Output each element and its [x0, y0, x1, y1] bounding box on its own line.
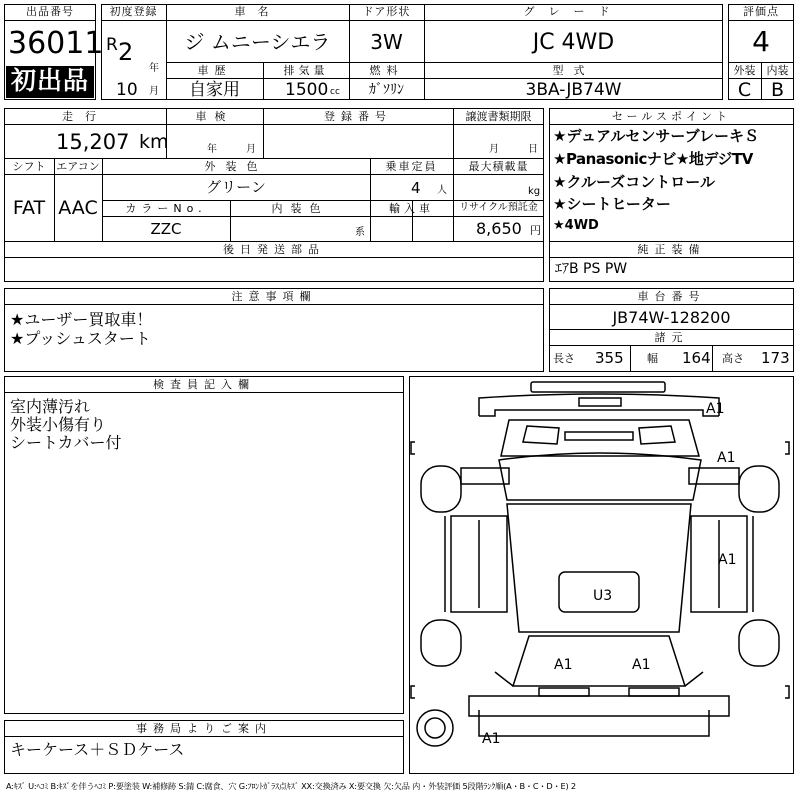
sales-point-item: ★デュアルセンサーブレーキＳ [553, 127, 760, 145]
history-label: 車歴 [197, 64, 232, 77]
mileage-unit: km [139, 131, 169, 153]
color-value: グリーン [206, 178, 266, 196]
width-label: 幅 [647, 352, 658, 365]
ac-label: エアコン [56, 160, 100, 173]
displacement-label: 排気量 [283, 64, 329, 77]
fuel-label: 燃料 [369, 64, 404, 77]
damage-mark: U3 [593, 588, 613, 604]
displacement-value: 1500 [285, 80, 329, 100]
first-listing-text: 初出品 [10, 66, 89, 95]
ac-value: AAC [58, 197, 98, 219]
model-label: 型式 [552, 64, 595, 77]
legend-text: A:ｷｽﾞ U:ﾍｺﾐ B:ｷｽﾞを伴うﾍｺﾐ P:要塗装 W:補修跡 S:錆 C:腐食、穴 G:ﾌﾛﾝﾄｶﾞﾗｽ点ｷｽﾞ XX:交換済み X:要交換 欠:欠品 内・外装評価 5段階ﾗﾝｸ順(A・B・C・D・E) 2 [6, 781, 576, 791]
sales-point-item: ★4WD [553, 218, 599, 233]
damage-mark: A1 [554, 657, 573, 673]
inspector-line: 室内薄汚れ [10, 397, 91, 416]
sales-points-label: セールスポイント [611, 110, 731, 123]
mileage-label: 走行 [62, 110, 108, 123]
ext-label: 外装 [733, 64, 756, 77]
score-value: 4 [752, 25, 770, 58]
chassis-label: 車台番号 [637, 290, 706, 303]
sales-point-item: ★シートヒーター [553, 195, 671, 213]
inspector-line: 外装小傷有り [10, 415, 107, 434]
damage-mark: A1 [717, 450, 736, 466]
reg-label: 初度登録 [109, 5, 158, 18]
height-value: 173 [761, 349, 790, 367]
color-no-label: カラーNo. [125, 202, 207, 215]
recycle-label: リサイクル預託金 [459, 202, 538, 213]
sales-point-item: ★クルーズコントロール [553, 173, 715, 191]
sales-point-item: ★Panasonicナビ★地デジTV [553, 150, 753, 168]
grade-value: JC 4WD [532, 30, 615, 55]
chassis-value: JB74W-128200 [612, 308, 731, 327]
length-value: 355 [595, 349, 624, 367]
inspection-year-unit: 年 [207, 144, 217, 155]
color-label: 外装色 [204, 160, 268, 173]
year-unit: 年 [149, 63, 159, 74]
name-label: 車名 [234, 5, 281, 18]
height-label: 高さ [722, 352, 744, 365]
transfer-label: 譲渡書類期限 [465, 110, 532, 123]
office-text: キーケース＋ＳＤケース [10, 740, 185, 759]
score-label: 評価点 [743, 5, 779, 18]
capacity-label: 乗車定員 [385, 160, 438, 173]
shift-label: シフト [12, 160, 46, 173]
model-code: 3BA-JB74W [525, 80, 622, 100]
length-label: 長さ [553, 352, 575, 365]
grade-label: グレード [523, 5, 624, 18]
transfer-day-unit: 日 [528, 144, 538, 155]
damage-mark: A1 [718, 552, 737, 568]
equipment-value: ｴｱB PS PW [555, 261, 628, 277]
reg-no-label: 登録番号 [324, 110, 392, 123]
equipment-label: 純正装備 [637, 243, 706, 256]
lot-label: 出品番号 [26, 5, 74, 18]
mileage-value: 15,207 [56, 130, 130, 154]
car-name: ジ ムニーシエラ [184, 30, 331, 54]
recycle-value: 8,650 [476, 219, 522, 238]
import-label: 輸入車 [389, 202, 434, 215]
door-value: 3W [370, 30, 403, 54]
max-load-label: 最大積載量 [468, 160, 529, 173]
damage-mark: A1 [632, 657, 651, 673]
note-item: ★プッシュスタート [10, 329, 151, 348]
reg-month: 10 [116, 80, 138, 100]
era: R [106, 35, 118, 55]
inspection-label: 車検 [195, 110, 234, 123]
damage-mark: A1 [706, 401, 725, 417]
inspector-label: 検査員記入欄 [153, 378, 255, 391]
damage-mark: A1 [482, 731, 501, 747]
month-unit: 月 [149, 86, 159, 97]
int-grade: B [770, 79, 785, 101]
interior-color-suffix: 系 [355, 227, 365, 238]
interior-color-label: 内装色 [271, 202, 329, 215]
history-value: 自家用 [189, 80, 240, 100]
color-no-value: ZZC [150, 220, 182, 238]
lot-number: 36011 [8, 26, 104, 61]
office-label: 事務局よりご案内 [136, 722, 272, 735]
shift-value: FAT [12, 197, 46, 219]
fuel-value: ｶﾞｿﾘﾝ [369, 82, 404, 98]
car-outline-icon [409, 376, 794, 774]
capacity-unit: 人 [437, 185, 447, 196]
inspector-line: シートカバー付 [10, 433, 122, 452]
later-parts-label: 後日発送部品 [223, 243, 325, 256]
door-label: ドア形状 [362, 5, 411, 18]
displacement-unit: cc [330, 87, 340, 97]
int-label: 内装 [766, 64, 789, 77]
capacity-value: 4 [411, 179, 421, 197]
notes-label: 注意事項欄 [231, 290, 317, 303]
width-value: 164 [682, 349, 711, 367]
note-item: ★ユーザー買取車！ [10, 310, 153, 329]
max-load-unit: kg [528, 186, 541, 197]
transfer-month-unit: 月 [489, 144, 499, 155]
specs-label: 諸元 [654, 331, 689, 344]
reg-year: 2 [118, 38, 134, 66]
inspection-month-unit: 月 [246, 144, 256, 155]
ext-grade: C [737, 79, 752, 101]
recycle-unit: 円 [530, 224, 541, 237]
